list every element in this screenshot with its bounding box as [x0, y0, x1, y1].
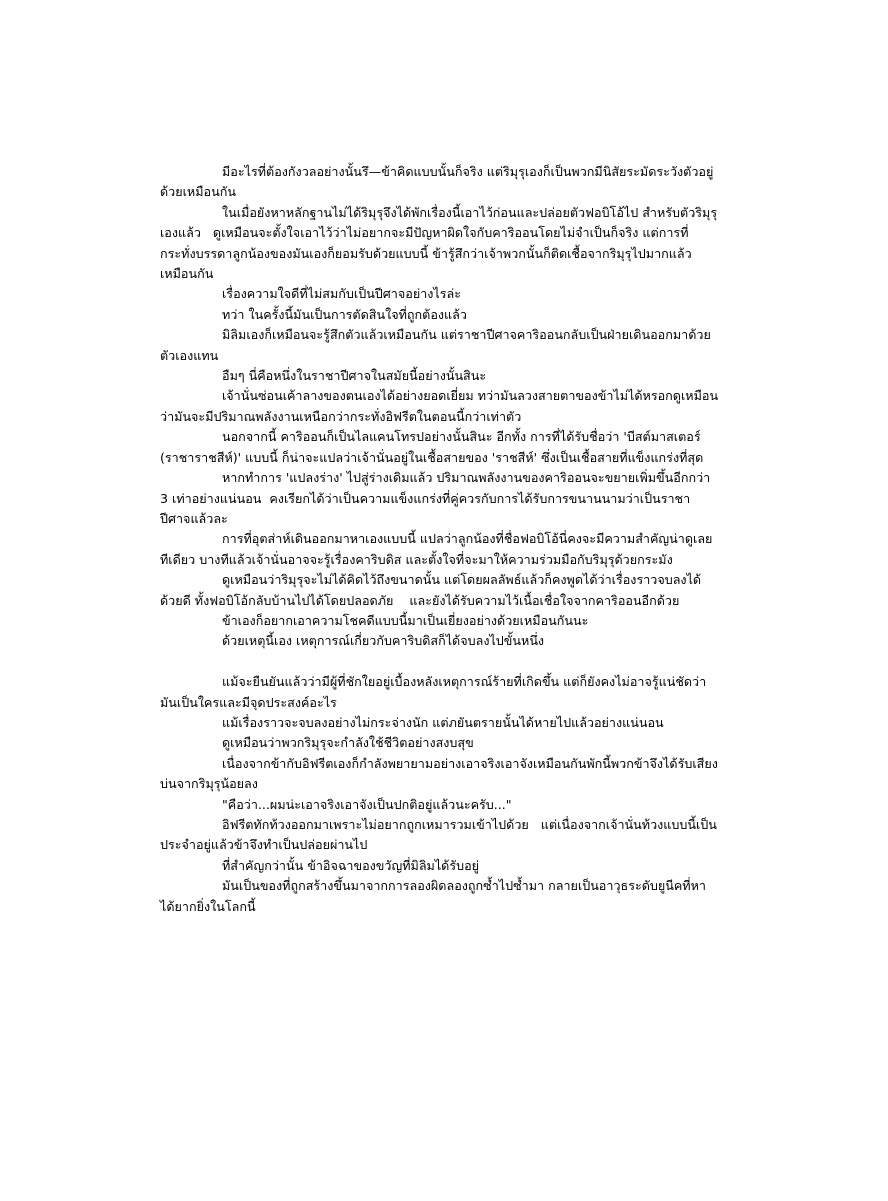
paragraph: การที่อุตส่าห์เดินออกมาหาเองแบบนี้ แปลว่าลูกน้องที่ชื่อฟอบิโอ้นี่คงจะมีความสำคัญน่าดูเลยทีเดียว บางทีแล้วเจ้านั่นอาจจะรู้เรื่องคาริบดิส และตั้งใจที่จะมาให้ความร่วมมือกับริมุรุด้วยกระมัง [160, 531, 713, 567]
paragraph: หากทำการ 'แปลงร่าง' ไปสู่ร่างเดิมแล้ว ปริมาณพลังงานของคาริออนจะขยายเพิ่มขึ้นอีกกว่า 3 เท่าอย่างแน่นอน คงเรียกได้ว่าเป็นความแข็งแกร่งที่คู่ควรกับการได้รับการขนานนามว่าเป็นราชาปีศาจแล้วละ [160, 470, 715, 526]
paragraph: ทว่า ในครั้งนี้มันเป็นการตัดสินใจที่ถูกต้องแล้ว [222, 306, 467, 322]
paragraph: ข้าเองก็อยากเอาความโชคดีแบบนี้มาเป็นเยี่ยงอย่างด้วยเหมือนกันนะ [222, 612, 589, 628]
paragraph: ในเมื่อยังหาหลักฐานไม่ได้ริมุรุจึงได้พักเรื่องนี้เอาไว้ก่อนและปล่อยตัวฟอบิโอ้ไป สำหรับตัวริมุรุเองแล้ว ดูเหมือนจะตั้งใจเอาไว้ว่าไม่อยากจะมีปัญหาผิดใจกับคาริออนโดยไม่จำเป็นก็จริง แต่การที่กระทั่งบรรดาลูกน้องของมันเองก็ยอมรับด้วยแบบนี้ ข้ารู้สึกว่าเจ้าพวกนั้นก็ติดเชื้อจากริมุรุไปมากแล้วเหมือนกัน [160, 204, 718, 282]
paragraph: อิฟรีตทักท้วงออกมาเพราะไม่อยากถูกเหมารวมเข้าไปด้วย แต่เนื่องจากเจ้านั่นท้วงแบบนี้เป็นประจำอยู่แล้วข้าจึงทำเป็นปล่อยผ่านไป [160, 816, 717, 853]
document-body [160, 162, 720, 917]
paragraph: เจ้านั่นซ่อนเค้าลางของตนเองได้อย่างยอดเยี่ยม ทว่ามันลวงสายตาของข้าไม่ได้หรอกดูเหมือนว่ามันจะมีปริมาณพลังงานเหนือกว่ากระทั่งอิฟรีตในตอนนี้กว่าเท่าตัว [160, 388, 719, 424]
paragraph: ดูเหมือนว่าพวกริมุรุจะกำลังใช้ชีวิตอย่างสงบสุข [222, 735, 474, 751]
paragraph: นอกจากนี้ คาริออนก็เป็นไลแคนโทรปอย่างนั้นสินะ อีกทั้ง การที่ได้รับชื่อว่า 'บีสต์มาสเตอร์ (ราชาราชสีห์)' แบบนี้ ก็น่าจะแปลว่าเจ้านั่นอยู่ในเชื้อสายของ 'ราชสีห์' ซึ่งเป็นเชื้อสายที่แข็งแกร่งที่สุด [160, 429, 705, 465]
paragraph: มีอะไรที่ต้องกังวลอย่างนั้นรึ—ข้าคิดแบบนั้นก็จริง แต่ริมุรุเองก็เป็นพวกมีนิสัยระมัดระวังตัวอยู่ด้วยเหมือนกัน [160, 164, 714, 200]
paragraph: อืมๆ นี่คือหนึ่งในราชาปีศาจในสมัยนี้อย่างนั้นสินะ [222, 368, 487, 384]
section-break [160, 652, 720, 672]
paragraph: ที่สำคัญกว่านั้น ข้าอิจฉาของขวัญที่มิลิมได้รับอยู่ [222, 857, 480, 873]
paragraph: เนื่องจากข้ากับอิฟรีตเองก็กำลังพยายามอย่างเอาจริงเอาจังเหมือนกันพักนี้พวกข้าจึงได้รับเสียงบ่นจากริมุรุน้อยลง [160, 755, 718, 792]
paragraph: เรื่องความใจดีที่ไม่สมกับเป็นปีศาจอย่างไรล่ะ [222, 286, 461, 302]
paragraph: ด้วยเหตุนี้เอง เหตุการณ์เกี่ยวกับคาริบดิสก็ได้จบลงไปขั้นหนึ่ง [222, 633, 545, 649]
paragraph: แม้เรื่องราวจะจบลงอย่างไม่กระจ่างนัก แต่ภยันตรายนั้นได้หายไปแล้วอย่างแน่นอน [222, 714, 664, 730]
paragraph: แม้จะยืนยันแล้วว่ามีผู้ที่ชักใยอยู่เบื้องหลังเหตุการณ์ร้ายที่เกิดขึ้น แต่ก็ยังคงไม่อาจรู้แน่ชัดว่ามันเป็นใครและมีจุดประสงค์อะไร [160, 674, 707, 710]
paragraph: มันเป็นของที่ถูกสร้างขึ้นมาจากการลองผิดลองถูกซ้ำไปซ้ำมา กลายเป็นอาวุธระดับยูนีคที่หาได้ยากยิ่งในโลกนี้ [160, 878, 706, 914]
paragraph: "คือว่า...ผมน่ะเอาจริงเอาจังเป็นปกติอยู่แล้วนะครับ..." [222, 796, 512, 812]
paragraph: ดูเหมือนว่าริมุรุจะไม่ได้คิดไว้ถึงขนาดนั้น แต่โดยผลลัพธ์แล้วก็คงพูดได้ว่าเรื่องราวจบลงได้ด้วยดี ทั้งฟอบิโอ้กลับบ้านไปได้โดยปลอดภัย และยังได้รับความไว้เนื้อเชื่อใจจากคาริออนอีกด้วย [160, 572, 702, 608]
paragraph: มิลิมเองก็เหมือนจะรู้สึกตัวแล้วเหมือนกัน แต่ราชาปีศาจคาริออนกลับเป็นฝ่ายเดินออกมาด้วยตัวเองแทน [160, 327, 711, 363]
